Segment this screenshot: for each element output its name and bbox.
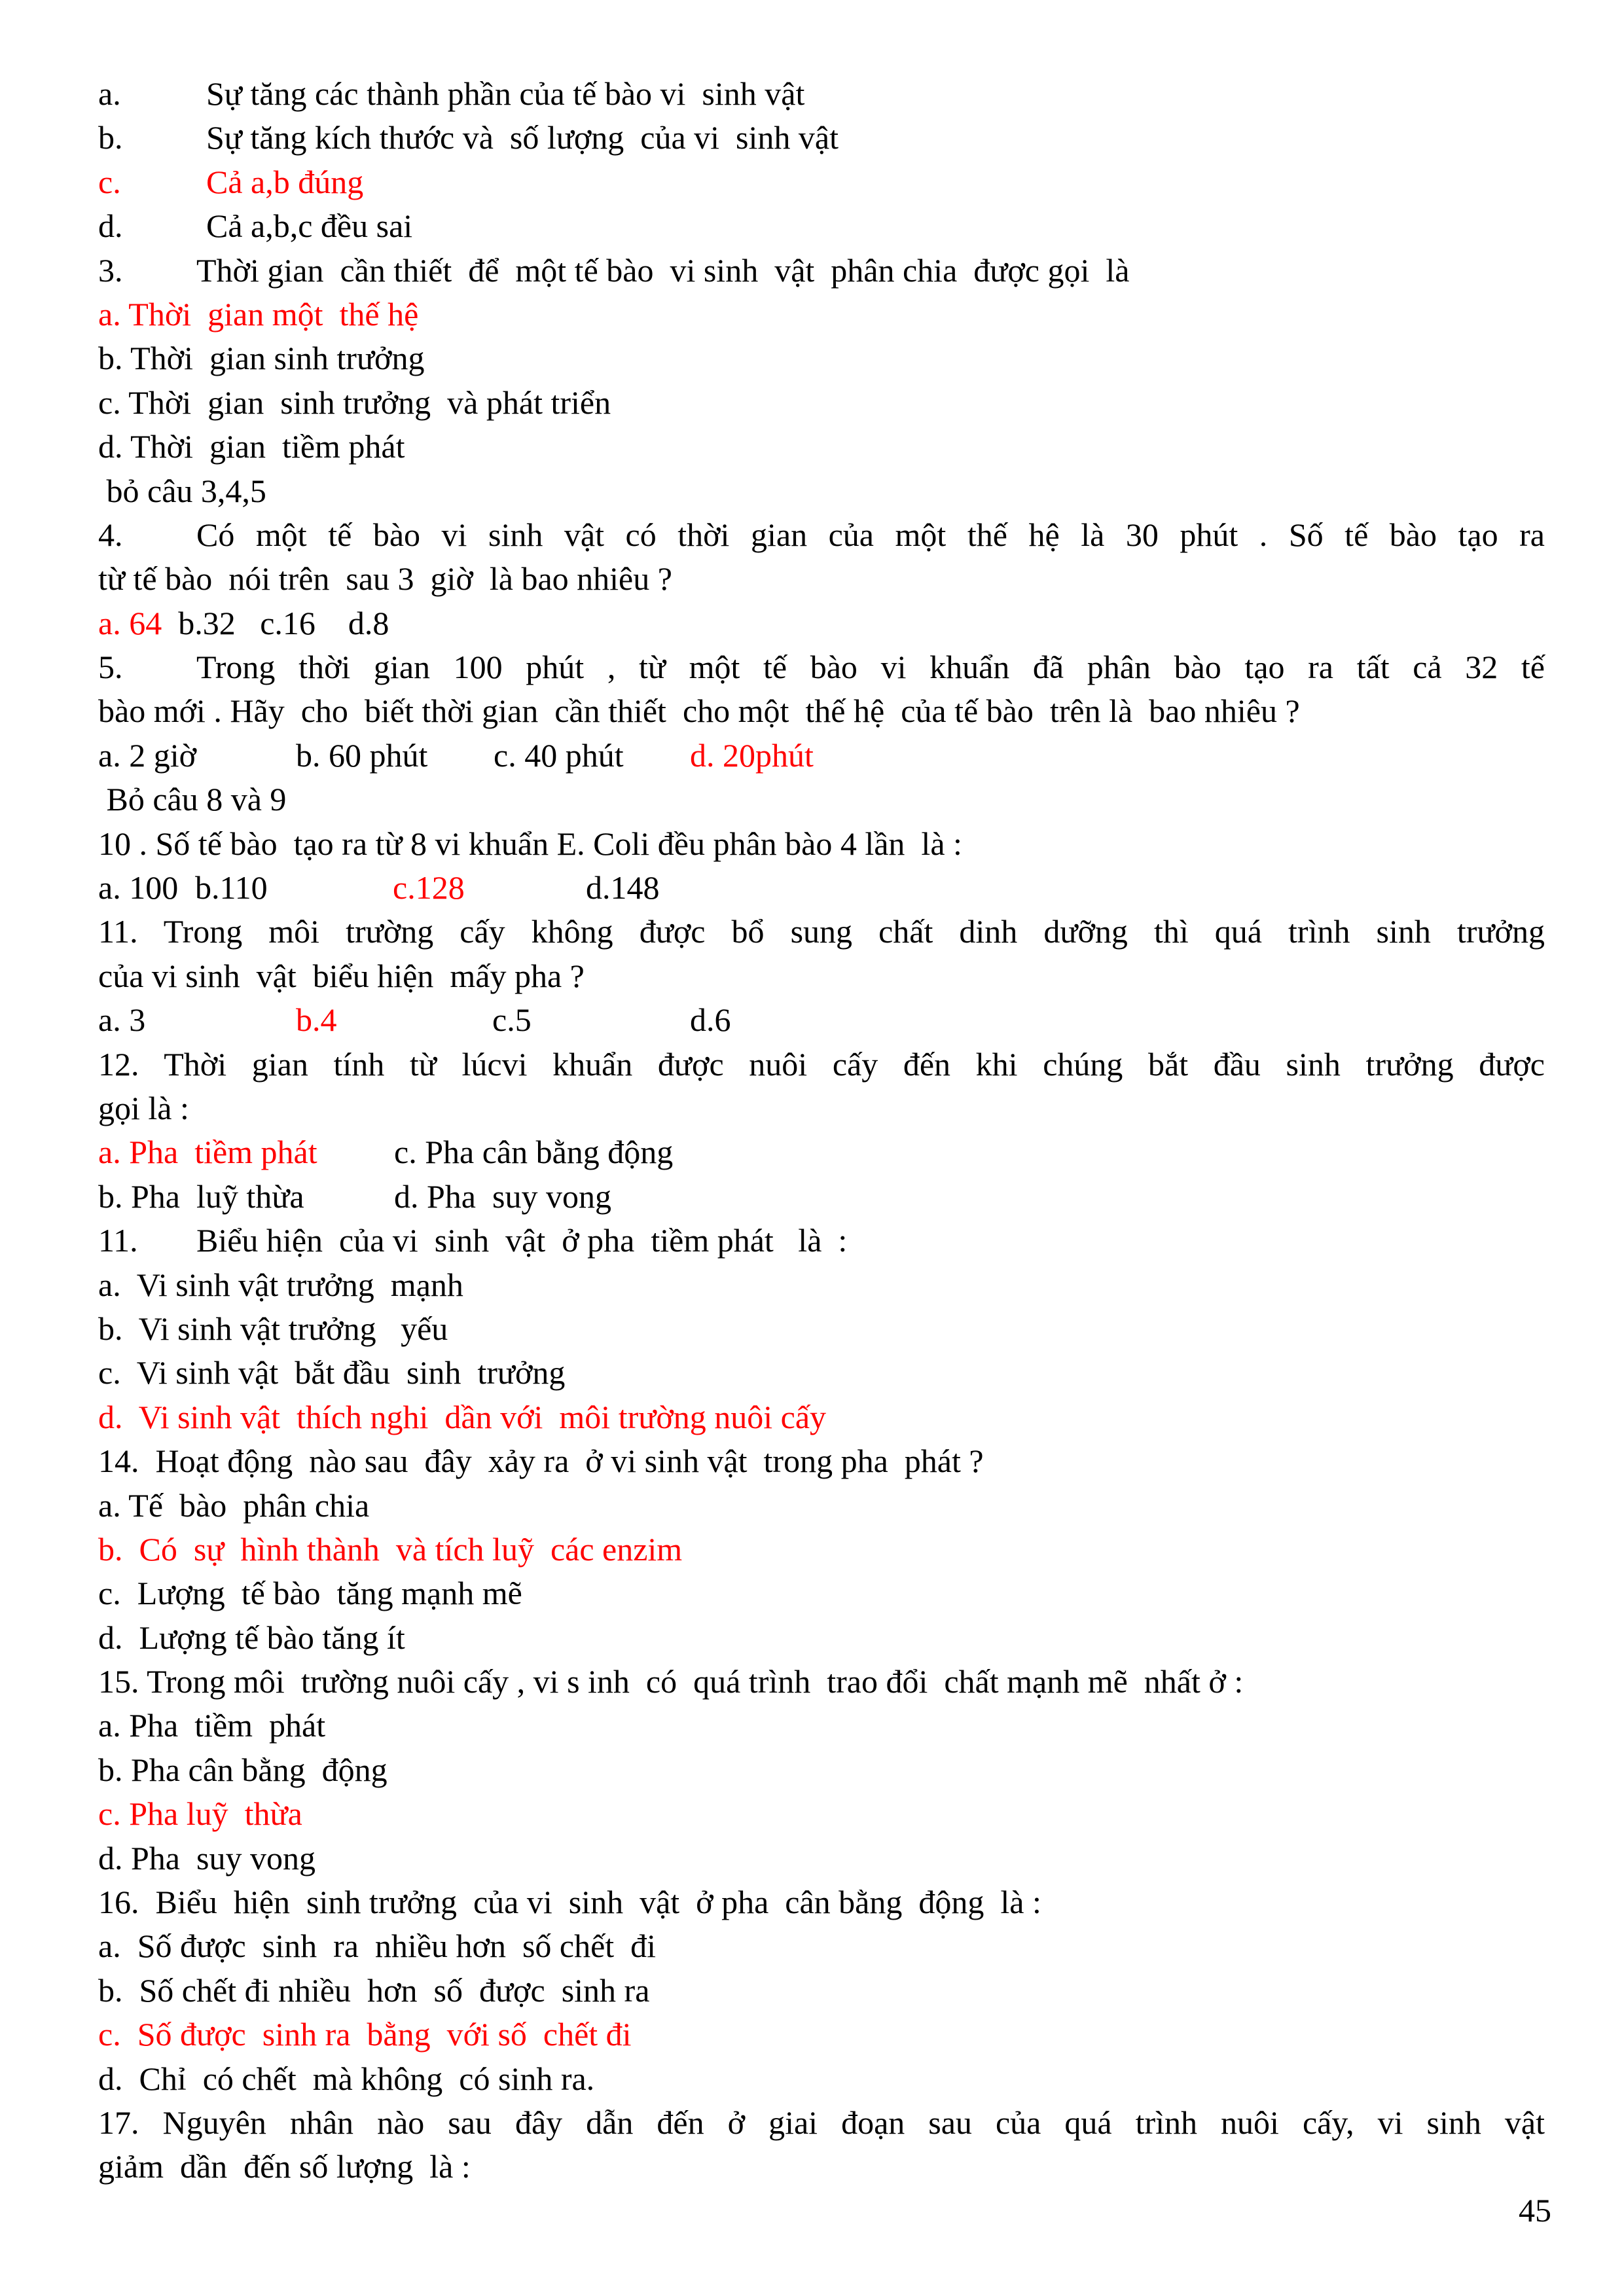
correct-option-line: c. Pha luỹ thừa [98, 1795, 302, 1833]
option: c. Pha cân bằng động [394, 1134, 674, 1171]
question-15: 15. Trong môi trường nuôi cấy , vi s inh có quá trình trao đổi chất mạnh mẽ nhất ở : [98, 1663, 1244, 1700]
option-line: d. Pha suy vong [98, 1839, 316, 1876]
option-line [98, 116, 1545, 160]
option-line: a. Tế bào phân chia [98, 1486, 370, 1524]
question-text-cont: giảm dần đến số lượng là : [98, 2148, 471, 2185]
option: a. 3 [98, 1001, 146, 1039]
question-text: Thời gian cần thiết để một tế bào vi sinh vật phân chia được gọi là [196, 251, 1130, 289]
option: c.16 [260, 604, 316, 641]
page-number: 45 [1519, 2192, 1551, 2229]
correct-option-line: a. Thời gian một thế hệ [98, 295, 419, 332]
question-17: 17. Nguyên nhân nào sau đây dẫn đến ở giai đoạn sau của quá trình nuôi cấy, vi sinh vật [98, 2104, 1545, 2141]
options-row [98, 601, 1545, 645]
option-text: Cả a,b,c đều sai [206, 207, 413, 245]
correct-option-line: b. Có sự hình thành và tích luỹ các enzim [98, 1530, 683, 1568]
option-line: c. Thời gian sinh trưởng và phát triển [98, 384, 611, 421]
option-line: c. Vi sinh vật bắt đầu sinh trưởng [98, 1354, 566, 1391]
option: b.32 [178, 604, 236, 641]
question-4 [98, 513, 1545, 557]
option-text: Sự tăng các thành phần của tế bào vi sinh vật [206, 75, 805, 112]
option: d.148 [586, 869, 660, 906]
option: b.110 [195, 869, 268, 906]
option-line: b. Vi sinh vật trưởng yếu [98, 1310, 448, 1347]
option-text: Sự tăng kích thước và số lượng của vi sinh vật [206, 119, 839, 156]
option-line: a. Vi sinh vật trưởng mạnh [98, 1266, 463, 1303]
question-number: 11. [98, 1222, 138, 1259]
question-text: Biểu hiện của vi sinh vật ở pha tiềm phát là : [196, 1222, 848, 1259]
option-line: c. Lượng tế bào tăng mạnh mẽ [98, 1575, 522, 1612]
option-line: b. Pha cân bằng động [98, 1751, 388, 1788]
correct-option: b.4 [296, 1001, 337, 1039]
option-line [98, 204, 1545, 248]
question-number: 5. [98, 649, 123, 686]
question-13 [98, 1219, 1545, 1263]
question-3 [98, 249, 1545, 293]
option: b. Pha luỹ thừa [98, 1177, 304, 1215]
option-letter: a. [98, 75, 121, 112]
option-line: d. Thời gian tiềm phát [98, 428, 405, 465]
question-16: 16. Biểu hiện sinh trưởng của vi sinh vật ở pha cân bằng động là : [98, 1884, 1041, 1921]
option: d.8 [348, 604, 389, 641]
correct-option-line [98, 160, 1545, 204]
question-number: 3. [98, 251, 123, 289]
question-text-cont: bào mới . Hãy cho biết thời gian cần thiết cho một thế hệ của tế bào trên là bao nhiêu ? [98, 692, 1300, 730]
options-row [98, 866, 1545, 910]
option-letter: d. [98, 207, 123, 245]
correct-option: c.128 [393, 869, 465, 906]
skip-note: bỏ câu 3,4,5 [98, 472, 266, 509]
question-number: 4. [98, 516, 123, 553]
option: b. 60 phút [296, 736, 428, 774]
options-row [98, 998, 1545, 1042]
question-14: 14. Hoạt động nào sau đây xảy ra ở vi sinh vật trong pha phát ? [98, 1443, 984, 1480]
option-line: d. Chỉ có chết mà không có sinh ra. [98, 2060, 595, 2097]
option: a. 100 [98, 869, 179, 906]
option-text: Cả a,b đúng [206, 163, 364, 200]
correct-option: a. 64 [98, 604, 162, 641]
skip-note: Bỏ câu 8 và 9 [98, 781, 287, 818]
option-line [98, 72, 1545, 116]
correct-option-line: d. Vi sinh vật thích nghi dần với môi trường nuôi cấy [98, 1398, 827, 1435]
option-line: b. Thời gian sinh trưởng [98, 340, 425, 377]
question-text-cont: gọi là : [98, 1089, 189, 1126]
question-text-cont: của vi sinh vật biểu hiện mấy pha ? [98, 957, 585, 994]
option: a. 2 giờ [98, 736, 197, 774]
options-row [98, 734, 1545, 778]
option-line: a. Số được sinh ra nhiều hơn số chết đi [98, 1928, 657, 1965]
option: c. 40 phút [494, 736, 624, 774]
option-line: b. Số chết đi nhiều hơn số được sinh ra [98, 1971, 650, 2009]
question-12: 12. Thời gian tính từ lúcvi khuẩn được nuôi cấy đến khi chúng bắt đầu sinh trưởng được [98, 1045, 1545, 1083]
correct-option: a. Pha tiềm phát [98, 1134, 317, 1171]
question-10: 10 . Số tế bào tạo ra từ 8 vi khuẩn E. Coli đều phân bào 4 lần là : [98, 825, 962, 862]
question-11: 11. Trong môi trường cấy không được bổ sung chất dinh dưỡng thì quá trình sinh trưởng [98, 913, 1545, 950]
question-text: Có một tế bào vi sinh vật có thời gian của một thế hệ là 30 phút . Số tế bào tạo ra [196, 516, 1545, 553]
options-row [98, 1130, 1545, 1174]
option-line: d. Lượng tế bào tăng ít [98, 1619, 405, 1656]
question-text-cont: từ tế bào nói trên sau 3 giờ là bao nhiêu ? [98, 560, 672, 598]
option: d.6 [690, 1001, 731, 1039]
question-5 [98, 645, 1545, 689]
option-line: a. Pha tiềm phát [98, 1707, 326, 1744]
option-letter: b. [98, 119, 123, 156]
correct-option-line: c. Số được sinh ra bằng với số chết đi [98, 2016, 632, 2053]
question-text: Trong thời gian 100 phút , từ một tế bào vi khuẩn đã phân bào tạo ra tất cả 32 tế [196, 649, 1545, 686]
option-letter: c. [98, 163, 121, 200]
options-row [98, 1175, 1545, 1219]
option: d. Pha suy vong [394, 1177, 611, 1215]
document-page [98, 72, 1545, 2189]
correct-option: d. 20phút [690, 736, 814, 774]
option: c.5 [492, 1001, 532, 1039]
